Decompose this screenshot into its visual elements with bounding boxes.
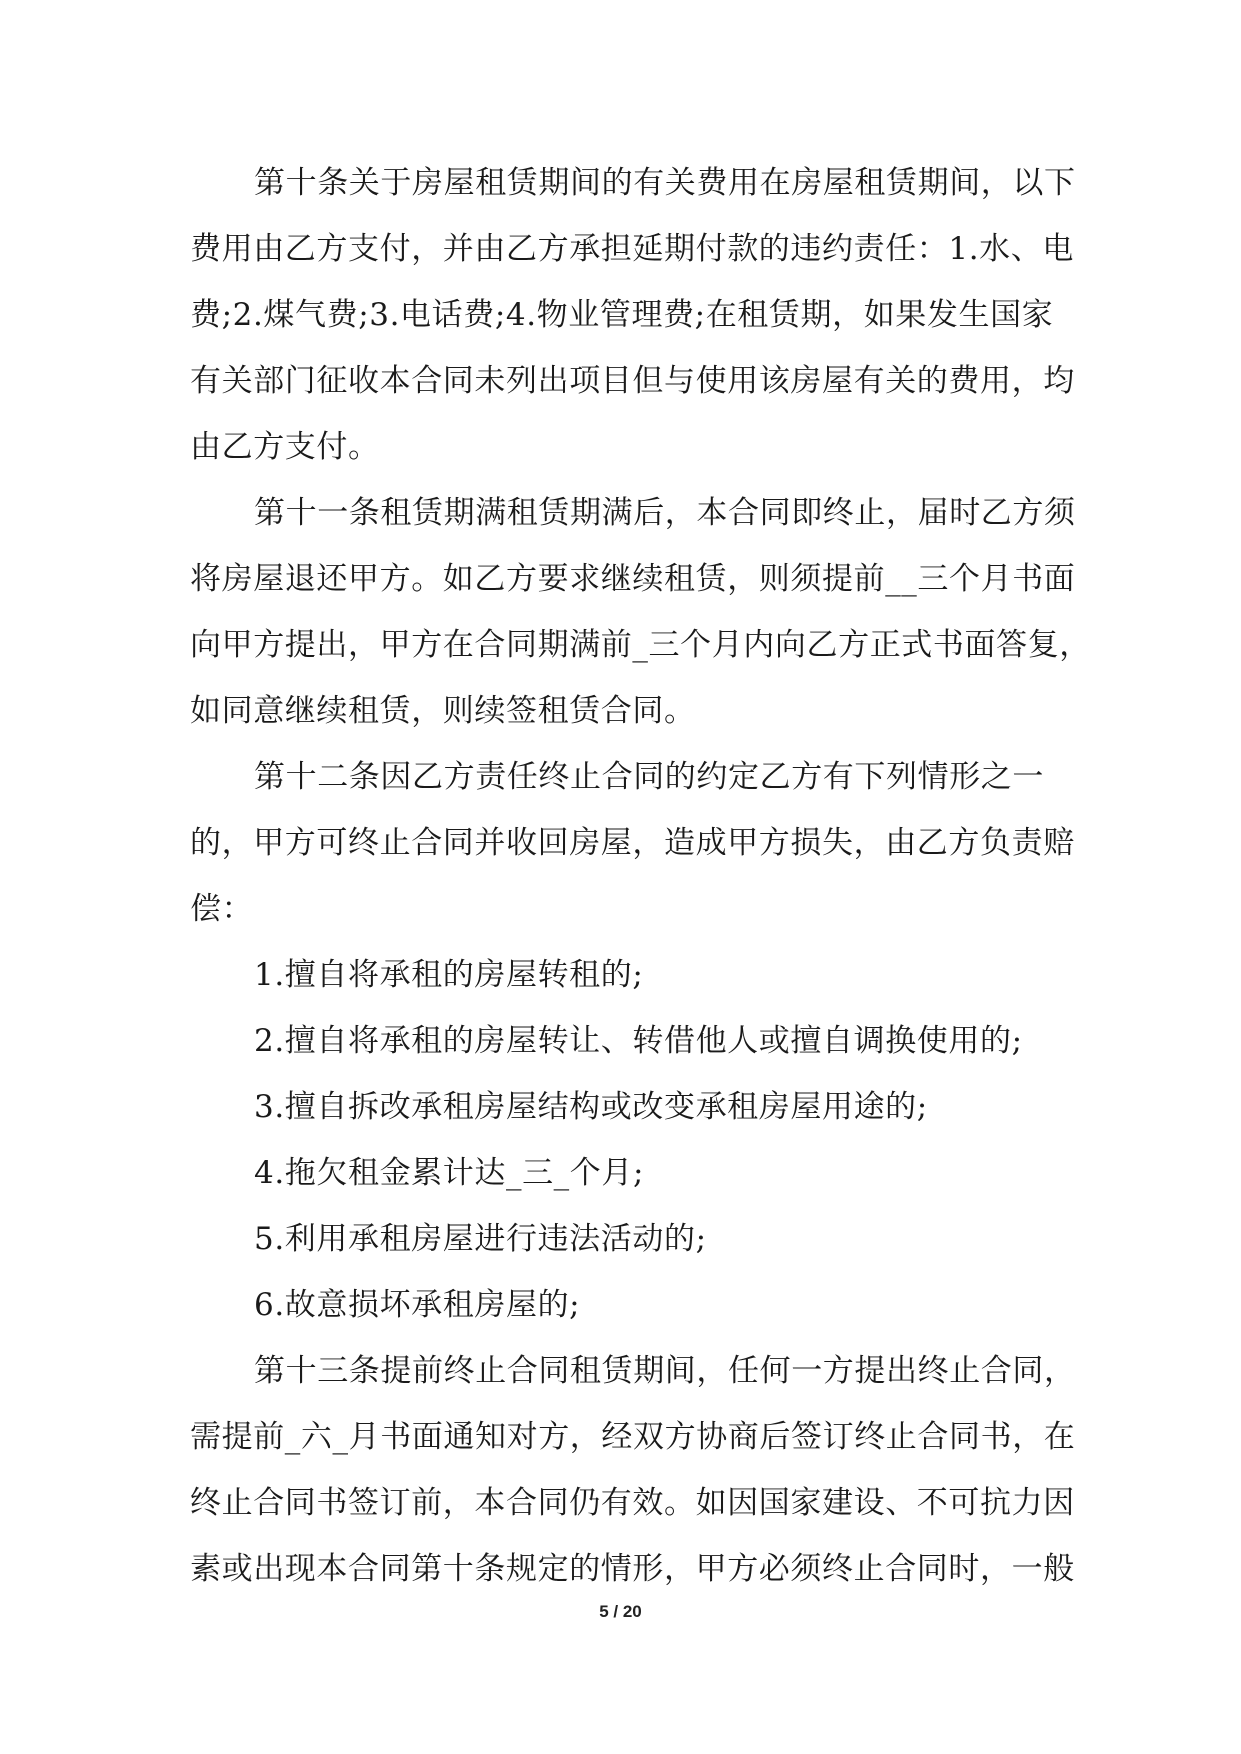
article-10-paragraph bbox=[190, 150, 1076, 480]
paragraph-line: 将房屋退还甲方。如乙方要求继续租赁，则须提前__三个月书面 bbox=[190, 561, 1076, 597]
paragraph-line: 向甲方提出，甲方在合同期满前_三个月内向乙方正式书面答复， bbox=[190, 627, 1091, 663]
list-item: 4.拖欠租金累计达_三_个月; bbox=[254, 1155, 645, 1191]
paragraph-line: 第十一条租赁期满租赁期满后，本合同即终止，届时乙方须 bbox=[254, 495, 1076, 531]
paragraph-line: 终止合同书签订前，本合同仍有效。如因国家建设、不可抗力因 bbox=[190, 1485, 1075, 1521]
list-item: 5.利用承租房屋进行违法活动的; bbox=[254, 1221, 707, 1257]
article-12-paragraph bbox=[190, 744, 1075, 942]
paragraph-line: 第十三条提前终止合同租赁期间，任何一方提出终止合同， bbox=[254, 1353, 1076, 1389]
paragraph-line: 第十条关于房屋租赁期间的有关费用在房屋租赁期间，以下 bbox=[254, 165, 1076, 201]
breach-conditions-list bbox=[190, 942, 1058, 1338]
paragraph-line: 需提前_六_月书面通知对方，经双方协商后签订终止合同书，在 bbox=[190, 1419, 1076, 1455]
paragraph-line: 第十二条因乙方责任终止合同的约定乙方有下列情形之一 bbox=[254, 759, 1044, 795]
paragraph-line: 素或出现本合同第十条规定的情形，甲方必须终止合同时，一般 bbox=[190, 1551, 1075, 1587]
paragraph-line: 由乙方支付。 bbox=[190, 429, 380, 465]
article-11-paragraph bbox=[190, 480, 1091, 744]
paragraph-line: 费用由乙方支付，并由乙方承担延期付款的违约责任：1.水、电 bbox=[190, 231, 1074, 267]
list-item: 3.擅自拆改承租房屋结构或改变承租房屋用途的; bbox=[254, 1089, 928, 1125]
list-item: 1.擅自将承租的房屋转租的; bbox=[254, 957, 644, 993]
article-13-paragraph bbox=[190, 1338, 1076, 1602]
paragraph-line: 有关部门征收本合同未列出项目但与使用该房屋有关的费用，均 bbox=[190, 363, 1075, 399]
paragraph-line: 偿： bbox=[190, 891, 254, 927]
paragraph-line: 如同意继续租赁，则续签租赁合同。 bbox=[190, 693, 696, 729]
paragraph-line: 费;2.煤气费;3.电话费;4.物业管理费;在租赁期，如果发生国家 bbox=[190, 297, 1054, 333]
page-number: 5 / 20 bbox=[599, 1602, 642, 1621]
paragraph-line: 的，甲方可终止合同并收回房屋，造成甲方损失，由乙方负责赔 bbox=[190, 825, 1075, 861]
list-item: 6.故意损坏承租房屋的; bbox=[254, 1287, 581, 1323]
list-item: 2.擅自将承租的房屋转让、转借他人或擅自调换使用的; bbox=[254, 1023, 1023, 1059]
document-body bbox=[190, 150, 1091, 1602]
